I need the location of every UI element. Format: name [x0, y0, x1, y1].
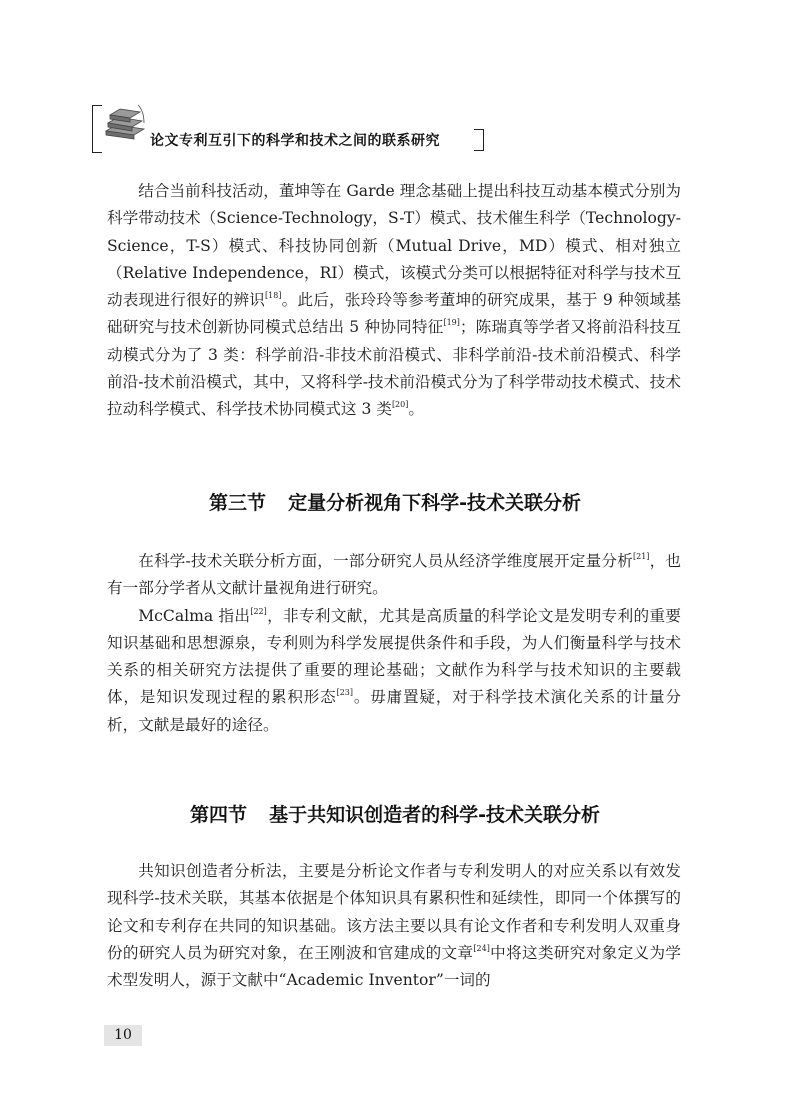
citation[interactable]: [20] [391, 400, 409, 410]
paragraph-2: 在科学-技术关联分析方面，一部分研究人员从经济学维度展开定量分析[21]，也有一部分学者从文献计量视角进行研究。 [107, 552, 681, 598]
header-title: 论文专利互引下的科学和技术之间的联系研究 [150, 133, 440, 149]
citation[interactable]: [21] [632, 552, 650, 561]
citation[interactable]: [22] [250, 606, 267, 616]
paragraph-1: 结合当前科技活动，董坤等在 Garde 理念基础上提出科技互动基本模式分别为科学带动技术（Science-Technology，S-T）模式、技术催生科学（Technology-Science，T-S）模式、科技协同创新（Mutual Drive，MD）模式、相对独立（Relative Independence，RI）模式，该模式分类可以根据特征对科学与技术互动表现进行很好的辨识[18]。此后，张玲玲等参考董坤的研究成果，基于 9 种领域基础研究与技术创新协同模式总结出 5 种协同特征[19]；陈瑞真等学者又将前沿科技互动模式分为了 3 类：科学前沿-非技术前沿模式、非科学前沿-技术前沿模式、科学前沿-技术前沿模式，其中，又将科学-技术前沿模式分为了科学带动技术模式、技术拉动科学模式、科学技术协同模式这 3 类[20]。 [107, 182, 681, 419]
citation[interactable]: [18] [265, 291, 282, 301]
paragraph-2-3-block [107, 548, 681, 739]
paragraph-1-block [107, 178, 681, 424]
header-bracket-left [92, 105, 102, 153]
section-number: 第三节 [209, 492, 267, 514]
citation[interactable]: [19] [443, 318, 460, 328]
section-title-4 [0, 800, 790, 827]
citation[interactable]: [23] [336, 688, 354, 698]
books-icon [102, 101, 148, 141]
section-number: 第四节 [190, 804, 248, 826]
section-heading: 基于共知识创造者的科学-技术关联分析 [269, 804, 600, 826]
header-bracket-right [474, 129, 484, 151]
paragraph-4-block [107, 858, 681, 994]
running-header [92, 95, 484, 157]
page-number: 10 [104, 1025, 142, 1046]
citation[interactable]: [24] [473, 943, 490, 953]
paragraph-3: McCalma 指出[22]，非专利文献，尤其是高质量的科学论文是发明专利的重要知识基础和思想源泉，专利则为科学发展提供条件和手段，为人们衡量科学与技术关系的相关研究方法提供了重要的理论基础；文献作为科学与技术知识的主要载体，是知识发现过程的累积形态[23]。毋庸置疑，对于科学技术演化关系的计量分析，文献是最好的途径。 [107, 606, 681, 734]
paragraph-4: 共知识创造者分析法，主要是分析论文作者与专利发明人的对应关系以有效发现科学-技术关联，其基本依据是个体知识具有累积性和延续性，即同一个体撰写的论文和专利存在共同的知识基础。该方法主要以具有论文作者和专利发明人双重身份的研究人员为研究对象，在王刚波和官建成的文章[24]中将这类研究对象定义为学术型发明人，源于文献中“Academic Inventor”一词的 [107, 862, 681, 990]
section-title-3 [0, 488, 790, 515]
section-heading: 定量分析视角下科学-技术关联分析 [288, 492, 581, 514]
